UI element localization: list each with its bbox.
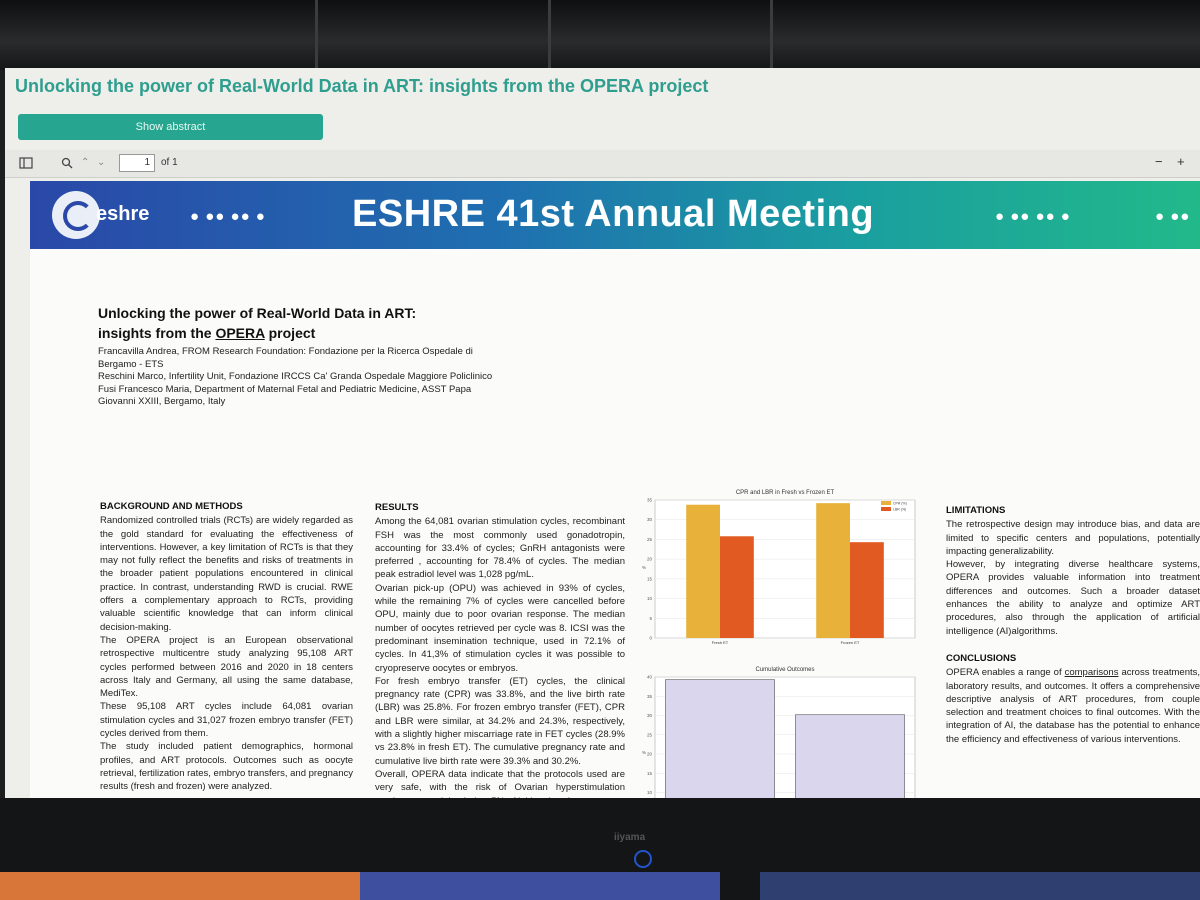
y-tick-label: 40 — [646, 674, 652, 680]
ceiling-beam — [548, 0, 551, 70]
legend-swatch — [881, 507, 891, 511]
sidebar-toggle-icon[interactable] — [19, 157, 33, 172]
paragraph: The retrospective design may introduce bias, and data are limited to specific centers and populations, potentially impacting generalizability. — [946, 519, 1200, 557]
monitor-screen — [5, 68, 1200, 798]
author-line: Fusi Francesco Maria, Department of Maternal Fetal and Pediatric Medicine, ASST Papa — [98, 383, 472, 395]
paragraph: For fresh embryo transfer (ET) cycles, the clinical pregnancy rate (CPR) was 33.8%, and the live birth rate (LBR) was 25.8%. For frozen embryo transfer (FET), CPR and LBR were similar, at 34.2% and 24.3%, respectively, with a slightly higher miscarriage rate in FET cycles (28.9% vs 23.8% in fresh ET). The cumulative pregnancy rate and cumulative live birth rate were 39.3% and 30.2%. — [375, 675, 625, 767]
y-tick-label: 15 — [646, 576, 652, 582]
eshre-logo-swirl-icon — [63, 201, 93, 231]
meeting-title: ESHRE 41st Annual Meeting — [352, 193, 875, 235]
bar — [850, 542, 884, 638]
zoom-out-button[interactable]: − — [1155, 154, 1163, 169]
chart-title: Cumulative Outcomes — [755, 667, 815, 673]
chevron-up-icon[interactable]: ⌃ — [81, 157, 90, 168]
room-ceiling — [0, 0, 1200, 70]
author-line: Reschini Marco, Infertility Unit, Fondazione IRCCS Ca' Granda Ospedale Maggiore Policlinico — [98, 371, 493, 382]
limitations-section — [946, 504, 1200, 746]
bar — [686, 505, 720, 638]
background-methods-section — [100, 500, 353, 794]
paragraph: However, by integrating diverse healthcare systems, OPERA provides valuable information into treatment differences and outcomes. Such a broader dataset enhances the ability to analyze and optimize ART procedures, also through the application of artificial intelligence (AI)algorithms. — [946, 559, 1200, 637]
y-axis-label: % — [642, 565, 647, 570]
poster-document — [30, 181, 1200, 798]
cpr-lbr-chart — [633, 486, 933, 656]
paragraph — [946, 666, 1200, 746]
y-tick-label: 10 — [646, 790, 652, 795]
page-number-input[interactable]: 1 — [119, 154, 155, 172]
poster-title-line2-pre: insights from the — [98, 325, 216, 341]
bar — [720, 536, 754, 638]
pdf-viewer-toolbar — [5, 150, 1200, 178]
x-tick-label: Fresh ET — [711, 640, 729, 645]
y-tick-label: 0 — [649, 635, 652, 641]
y-tick-label: 10 — [646, 596, 652, 602]
chart-title: CPR and LBR in Fresh vs Frozen ET — [735, 490, 835, 496]
author-line: Giovanni XXIII, Bergamo, Italy — [98, 396, 226, 407]
paragraph: Among the 64,081 ovarian stimulation cycles, recombinant FSH was the most commonly used gonadotropin, accounting for 33.4% of cycles; GnRH antagonists were preferred , accounting for 78.4% of cycles. The median peak estradiol level was 1,028 pg/mL. — [375, 516, 625, 581]
author-line: Francavilla Andrea, FROM Research Foundation: Fondazione per la Ricerca Ospedale di — [98, 346, 473, 357]
ceiling-beam — [315, 0, 318, 70]
paragraph: Ovarian pick-up (OPU) was achieved in 93% of cycles, while the remaining 7% of cycles were cancelled before OPU, mainly due to poor ovarian response. The median number of oocytes retrieved per cycle was 8. ICSI was the predominant insemination technique, used in 72.1% of cycles. In 41,3% of stimulation cycles it was possible to cryopreserve oocytes or embryos. — [375, 582, 625, 674]
power-button-icon — [634, 850, 652, 868]
y-tick-label: 20 — [646, 751, 652, 757]
y-tick-label: 25 — [646, 536, 652, 542]
y-axis-label: % — [642, 750, 647, 755]
opera-link[interactable]: OPERA — [215, 325, 265, 341]
dots-decoration-icon: ● ●● ●● ● — [190, 208, 266, 225]
poster-title-line2-post: project — [264, 325, 316, 341]
poster-title — [98, 303, 478, 343]
page-total: of 1 — [161, 157, 178, 168]
paragraph: Randomized controlled trials (RCTs) are widely regarded as the gold standard for evaluating the effectiveness of interventions. However, a key limitation of RCTs is that they may not fully reflect the benefits and risks of treatments in the broader patient populations encountered in clinical practice. In contrast, understanding RWD is crucial. RWE offers a complementary approach to RCTs, providing valuable scientific knowledge that can inform clinical decision-making. — [100, 515, 353, 633]
y-tick-label: 20 — [646, 556, 652, 562]
paragraph: The OPERA project is an European observational retrospective multicentre study analyzing 95,108 ART cycles performed between 2016 and 2020 in 18 centers across Italy and Germany, all using the same database, MediTex. — [100, 634, 353, 700]
conclusions-text-post: across treatments, laboratory results, and outcomes. It offers a comprehensive descriptive analysis of ART procedures, from couple selection and treatment choices to final outcomes. With the integration of AI, the database has the potential to enhance the efficiency and effectiveness of various interventions. — [946, 667, 1200, 745]
page-title: Unlocking the power of Real-World Data in ART: insights from the OPERA project — [15, 76, 709, 96]
search-icon[interactable] — [61, 157, 73, 172]
monitor-brand: iiyama — [614, 832, 646, 843]
section-heading: CONCLUSIONS — [946, 652, 1017, 664]
y-tick-label: 35 — [646, 693, 652, 699]
results-section — [375, 501, 625, 808]
poster-title-line1: Unlocking the power of Real-World Data in ART: — [98, 305, 417, 321]
legend-label: LBR (%) — [893, 507, 907, 512]
section-heading: RESULTS — [375, 502, 419, 513]
chevron-down-icon[interactable]: ⌄ — [97, 157, 106, 168]
floor-panel — [360, 872, 720, 900]
y-tick-label: 5 — [649, 615, 652, 621]
paragraph: Overall, OPERA data indicate that the protocols used are very safe, with the risk of Ovarian hyperstimulation — [375, 768, 625, 794]
y-tick-label: 35 — [646, 497, 652, 503]
poster-banner — [30, 181, 1200, 249]
x-tick-label: Frozen ET — [840, 640, 860, 645]
legend-label: CPR (%) — [893, 501, 907, 506]
author-line: Bergamo - ETS — [98, 358, 164, 370]
paragraph: The study included patient demographics, hormonal profiles, and ART protocols. Outcomes such as oocyte retrieval, fertilization rates, embryo transfers, and pregnancy results (fresh and frozen) were analyzed. — [100, 741, 353, 793]
floor-panel — [760, 872, 1200, 900]
authors-block — [98, 346, 538, 409]
y-tick-label: 15 — [646, 770, 652, 776]
dots-decoration-icon: ● ●● — [1155, 208, 1191, 225]
floor-panel — [0, 872, 360, 900]
zoom-in-button[interactable]: + — [1177, 154, 1185, 169]
legend-swatch — [881, 501, 891, 505]
comparisons-link[interactable]: comparisons — [1064, 667, 1119, 679]
logo-text: eshre — [96, 203, 150, 225]
y-tick-label: 25 — [646, 732, 652, 738]
bar — [816, 503, 850, 638]
conclusions-text-pre: OPERA enables a range of — [946, 667, 1065, 679]
poster-title-line2 — [98, 323, 478, 343]
section-heading: LIMITATIONS — [946, 505, 1006, 516]
section-heading: BACKGROUND AND METHODS — [100, 501, 243, 512]
paragraph: These 95,108 ART cycles include 64,081 ovarian stimulation cycles and 31,027 frozen embryo transfer (FET) cycles derived from them. — [100, 701, 353, 740]
dots-decoration-icon: ● ●● ●● ● — [995, 208, 1071, 225]
show-abstract-button[interactable]: Show abstract — [18, 114, 323, 140]
ceiling-beam — [770, 0, 773, 70]
y-tick-label: 30 — [646, 713, 652, 718]
y-tick-label: 30 — [646, 517, 652, 523]
